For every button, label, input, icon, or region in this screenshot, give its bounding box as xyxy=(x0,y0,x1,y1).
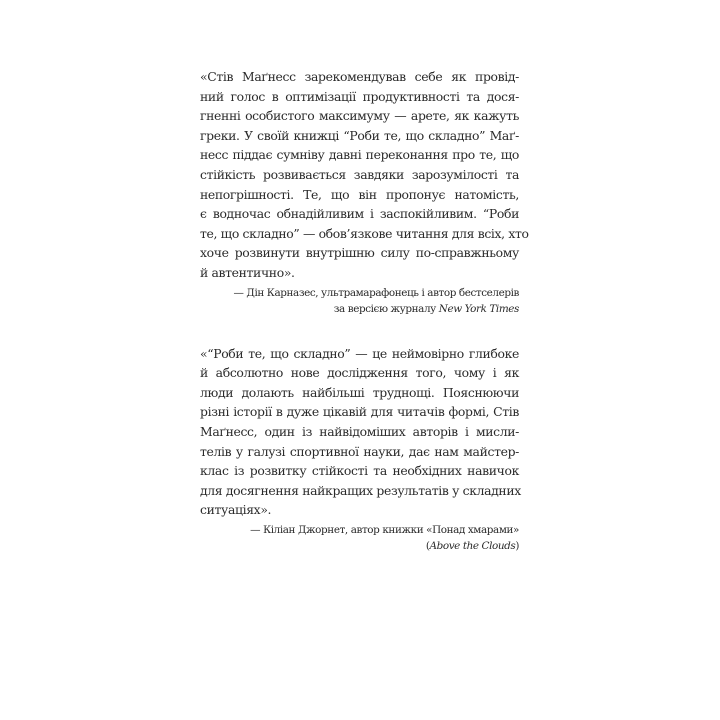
quote-line: непогрішності. Те, що він пропонує натомість, xyxy=(200,186,519,202)
quote-line: ситуаціях». xyxy=(200,502,272,518)
attribution-publication: New York Times xyxy=(438,303,519,316)
quote-line: стійкість розвивається завдяки зарозумілості та xyxy=(200,166,519,182)
quote-line: греки. У своїй книжці “Роби те, що складно” Маґ- xyxy=(200,127,519,143)
quote-line: несс піддає сумніву давні переконання про те, що xyxy=(200,147,519,163)
quote-line: клас із розвитку стійкості та необхідних навичок xyxy=(200,463,519,479)
quote-line: «Стів Маґнесс зарекомендував себе як провід- xyxy=(200,69,519,84)
attribution-paren-close: ) xyxy=(515,540,519,553)
quote-attribution xyxy=(200,285,519,318)
quote-attribution xyxy=(200,522,519,555)
quote-line: те, що складно” — обов’язкове читання для всіх, хто xyxy=(200,225,529,241)
quote-line: люди долають найбільші труднощі. Пояснюючи xyxy=(200,384,519,400)
quote-line: телів у галузі спортивної науки, дає нам майстер- xyxy=(200,443,519,459)
endorsement-quote-2 xyxy=(200,344,519,555)
quote-line: Маґнесс, один із найвідоміших авторів і мисли- xyxy=(200,423,519,439)
quote-line: різні історії в дуже цікавій для читачів формі, Стів xyxy=(200,404,519,420)
attribution-paren-open: ( xyxy=(425,540,430,553)
quote-text xyxy=(200,67,529,283)
quote-line: й автентично». xyxy=(200,264,295,280)
quote-line: для досягнення найкращих результатів у складних xyxy=(200,482,521,498)
quote-line: гненні особистого максимуму — арете, як кажуть xyxy=(200,108,519,124)
quote-text xyxy=(200,344,519,520)
book-page xyxy=(200,67,529,555)
quote-line: хоче розвинути внутрішню силу по-справжньому xyxy=(200,245,519,261)
quote-line: «“Роби те, що складно” — це неймовірно глибоке xyxy=(200,345,519,361)
attribution-source: за версією журналу xyxy=(333,303,439,316)
attribution-author: — Кіліан Джорнет, автор книжки «Понад хмарами» xyxy=(250,523,519,536)
endorsement-quote-1 xyxy=(200,67,529,318)
attribution-author: — Дін Карназес, ультрамарафонець і автор бестселерів xyxy=(233,286,519,299)
quote-line: й абсолютно нове дослідження того, чому і як xyxy=(200,365,519,381)
attribution-book-title: Above the Clouds xyxy=(429,540,516,553)
quote-line: ний голос в оптимізації продуктивності та дося- xyxy=(200,88,519,104)
quote-line: є водночас обнадійливим і заспокійливим. “Роби xyxy=(200,206,519,222)
